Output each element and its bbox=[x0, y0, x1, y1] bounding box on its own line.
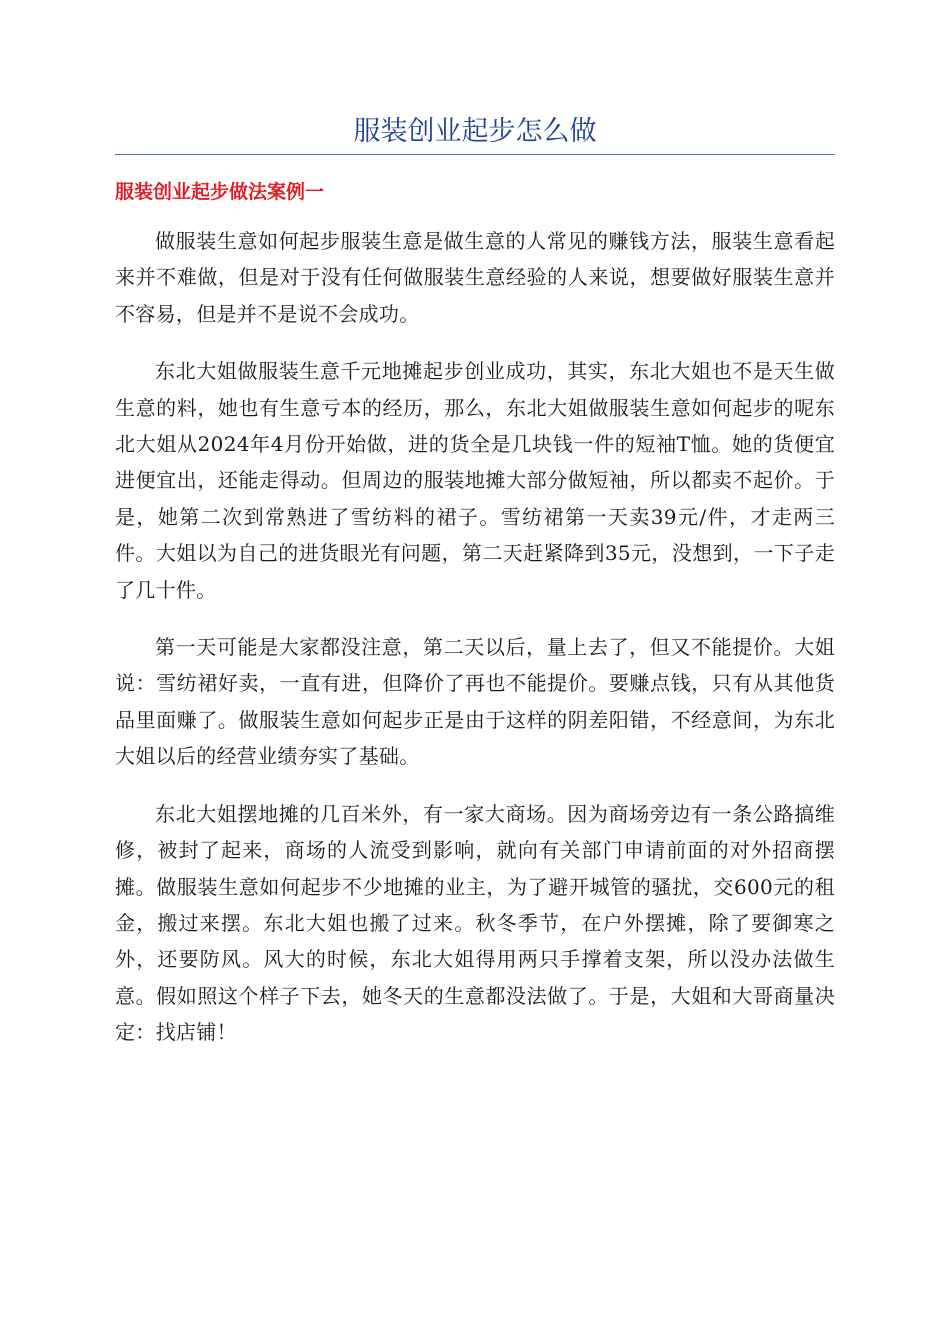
paragraph-3: 第一天可能是大家都没注意，第二天以后，量上去了，但又不能提价。大姐说：雪纺裙好卖，一直有进，但降价了再也不能提价。要赚点钱，只有从其他货品里面赚了。做服装生意如何起步正是由于这样的阴差阳错，不经意间，为东北大姐以后的经营业绩夯实了基础。 bbox=[115, 635, 835, 769]
paragraph-2: 东北大姐做服装生意千元地摊起步创业成功，其实，东北大姐也不是天生做生意的料，她也有生意亏本的经历，那么，东北大姐做服装生意如何起步的呢东北大姐从2024年4月份开始做，进的货全是几块钱一件的短袖T恤。她的货便宜进便宜出，还能走得动。但周边的服装地摊大部分做短袖，所以都卖不起价。于是，她第二次到常熟进了雪纺料的裙子。雪纺裙第一天卖39元/件，才走两三件。大姐以为自己的进货眼光有问题，第二天赶紧降到35元，没想到，一下子走了几十件。 bbox=[115, 359, 835, 602]
paragraph-4: 东北大姐摆地摊的几百米外，有一家大商场。因为商场旁边有一条公路搞维修，被封了起来，商场的人流受到影响，就向有关部门申请前面的对外招商摆摊。做服装生意如何起步不少地摊的业主，为了避开城管的骚扰，交600元的租金，搬过来摆。东北大姐也搬了过来。秋冬季节，在户外摆摊，除了要御寒之外，还要防风。风大的时候，东北大姐得用两只手撑着支架，所以没办法做生意。假如照这个样子下去，她冬天的生意都没法做了。于是，大姐和大哥商量决定：找店铺！ bbox=[115, 801, 835, 1045]
page-title: 服装创业起步怎么做 bbox=[353, 116, 597, 147]
section-heading: 服装创业起步做法案例一 bbox=[115, 181, 325, 203]
title-underline bbox=[115, 154, 835, 155]
paragraph-1: 做服装生意如何起步服装生意是做生意的人常见的赚钱方法，服装生意看起来并不难做，但是对于没有任何做服装生意经验的人来说，想要做好服装生意并不容易，但是并不是说不会成功。 bbox=[115, 229, 835, 326]
article-body bbox=[115, 223, 835, 1072]
